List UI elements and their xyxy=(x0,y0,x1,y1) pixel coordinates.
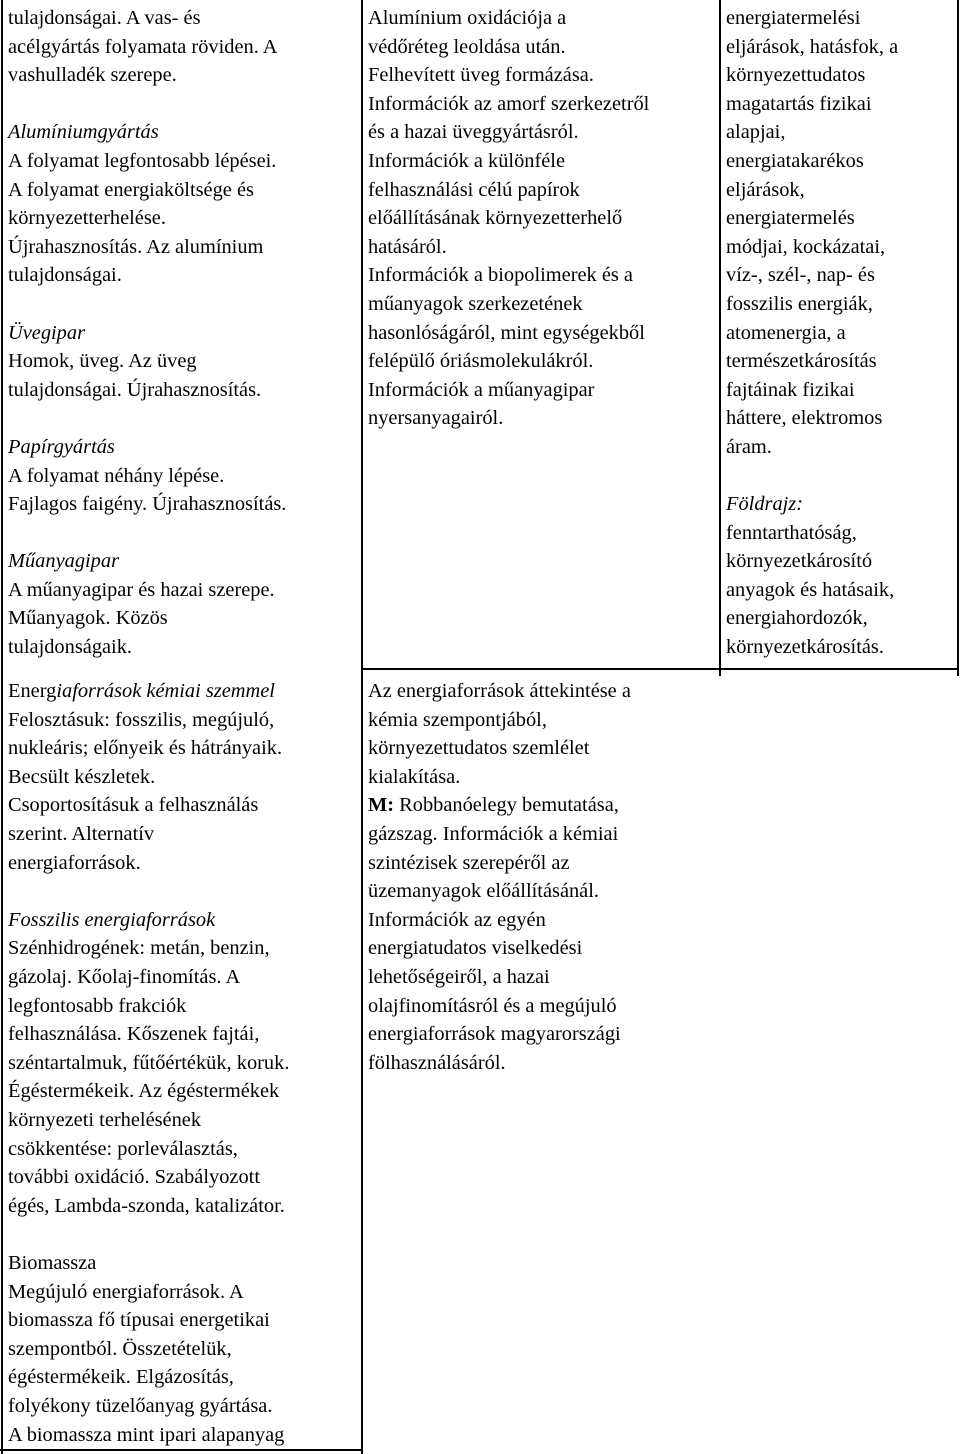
text-line: környezettudatos szemlélet xyxy=(368,737,590,760)
text-line: acélgyártás folyamata röviden. A xyxy=(8,35,278,58)
section-heading-fossil: Fosszilis energiaforrások xyxy=(8,908,216,931)
text-line: Felhevített üveg formázása. xyxy=(368,64,594,87)
text-line: atomenergia, a xyxy=(726,321,846,344)
text-line: energiaforrások magyarországi xyxy=(368,1023,621,1046)
text-line: tulajdonságaik. xyxy=(8,636,133,659)
text-line: biomassza fő típusai energetikai xyxy=(8,1309,270,1332)
text-line: előállításának környezetterhelő xyxy=(368,207,623,230)
text-line: vashulladék szerepe. xyxy=(8,64,177,87)
text-line: környezetterhelése. xyxy=(8,207,166,230)
text-line: felhasználása. Kőszenek fajtái, xyxy=(8,1023,260,1046)
text-line: fosszilis energiák, xyxy=(726,292,873,315)
text-line: A folyamat néhány lépése. xyxy=(8,464,225,487)
text-line: Homok, üveg. Az üveg xyxy=(8,350,197,373)
col1-block-energy xyxy=(8,677,353,1220)
table-border-col2-col3 xyxy=(719,0,721,676)
text-line: Csoportosításuk a felhasználás xyxy=(8,794,259,817)
text-line: felhasználási célú papírok xyxy=(368,178,580,201)
text-span: Robbanóelegy bemutatása, xyxy=(394,794,619,817)
text-line: környezettudatos xyxy=(726,64,866,87)
text-line: eljárások, hatásfok, a xyxy=(726,35,899,58)
text-line: Műanyagok. Közös xyxy=(8,607,168,630)
text-line: energiahordozók, xyxy=(726,607,868,630)
text-line: eljárások, xyxy=(726,178,805,201)
text-line: gázolaj. Kőolaj-finomítás. A xyxy=(8,965,241,988)
text-line: természetkárosítás xyxy=(726,350,877,373)
text-line: A műanyagipar és hazai szerepe. xyxy=(8,578,275,601)
text-line: égés, Lambda-szonda, katalizátor. xyxy=(8,1194,285,1217)
text-line: Információk a biopolimerek és a xyxy=(368,264,633,287)
text-line: nyersanyagairól. xyxy=(368,407,504,430)
heading-italic-part: iaforrások kémiai szemmel xyxy=(56,680,275,702)
text-line: széntartalmuk, fűtőértékük, koruk. xyxy=(8,1051,290,1074)
text-line: Az energiaforrások áttekintése a xyxy=(368,680,631,702)
text-line xyxy=(368,791,713,820)
col2-block-energy-overview xyxy=(368,677,713,1077)
text-line: energiatermelési xyxy=(726,7,861,29)
text-line: olajfinomításról és a megújuló xyxy=(368,994,617,1017)
text-line: energiatakarékos xyxy=(726,149,864,172)
text-line: szempontból. Összetételük, xyxy=(8,1337,232,1360)
text-line: lehetőségeiről, a hazai xyxy=(368,965,550,988)
text-line: A biomassza mint ipari alapanyag xyxy=(8,1423,285,1446)
text-line: alapjai, xyxy=(726,121,786,144)
text-line: és a hazai üveggyártásról. xyxy=(368,121,579,144)
text-line: A folyamat legfontosabb lépései. xyxy=(8,149,277,172)
text-line: kialakítása. xyxy=(368,765,461,788)
text-line: Égéstermékeik. Az égéstermékek xyxy=(8,1080,280,1103)
text-line: Becsült készletek. xyxy=(8,765,156,788)
text-line: áram. xyxy=(726,435,772,458)
text-line: védőréteg leoldása után. xyxy=(368,35,566,58)
table-bottom-border xyxy=(0,1449,363,1451)
text-line: Információk a műanyagipar xyxy=(368,378,595,401)
col1-block-biomass xyxy=(8,1249,353,1449)
text-line: Információk a különféle xyxy=(368,149,566,172)
text-line: energiaforrások. xyxy=(8,851,141,874)
section-heading-glass: Üvegipar xyxy=(8,321,86,344)
text-line: szintézisek szerepéről az xyxy=(368,851,570,874)
section-heading-paper: Papírgyártás xyxy=(8,435,115,458)
text-line: fölhasználásáról. xyxy=(368,1051,506,1074)
text-line: Újrahasznosítás. Az alumínium xyxy=(8,235,264,258)
text-line: energiatudatos viselkedési xyxy=(368,937,583,960)
text-line: A folyamat energiaköltsége és xyxy=(8,178,254,201)
text-line: műanyagok szerkezetének xyxy=(368,292,583,315)
text-line: hasonlóságáról, mint egységekből xyxy=(368,321,645,344)
text-line: anyagok és hatásaik, xyxy=(726,578,895,601)
col2-block-activities xyxy=(368,4,713,433)
text-line: Megújuló energiaforrások. A xyxy=(8,1280,244,1303)
text-line: legfontosabb frakciók xyxy=(8,994,187,1017)
table-border-left-col1 xyxy=(1,0,3,1454)
section-heading-geography: Földrajz: xyxy=(726,493,804,516)
text-line: fenntarthatóság, xyxy=(726,521,857,544)
section-heading-biomass: Biomassza xyxy=(8,1252,97,1274)
demo-marker: M: xyxy=(368,794,395,817)
text-line: gázszag. Információk a kémiai xyxy=(368,822,619,845)
text-line: környezetkárosítás. xyxy=(726,636,884,659)
text-line: víz-, szél-, nap- és xyxy=(726,264,875,287)
table-border-right xyxy=(957,0,959,676)
text-line: környezetkárosító xyxy=(726,550,873,573)
text-line: energiatermelés xyxy=(726,207,855,230)
text-line: csökkentése: porleválasztás, xyxy=(8,1137,238,1160)
text-line: magatartás fizikai xyxy=(726,92,872,115)
text-line: Alumínium oxidációja a xyxy=(368,7,567,29)
col3-block-connections xyxy=(726,4,954,662)
text-line: szerint. Alternatív xyxy=(8,822,155,845)
text-line: nukleáris; előnyeik és hátrányaik. xyxy=(8,737,283,760)
text-line: Szénhidrogének: metán, benzin, xyxy=(8,937,270,960)
text-line: módjai, kockázatai, xyxy=(726,235,886,258)
text-line: felépülő óriásmolekulákról. xyxy=(368,350,594,373)
heading-plain-part: Energ xyxy=(8,680,57,702)
table-border-col1-col2 xyxy=(361,0,363,1454)
text-line: tulajdonságai. A vas- és xyxy=(8,7,201,29)
text-line: Fajlagos faigény. Újrahasznosítás. xyxy=(8,493,287,516)
text-line: további oxidáció. Szabályozott xyxy=(8,1166,260,1189)
text-line: tulajdonságai. xyxy=(8,264,122,287)
text-line: fajtáinak fizikai xyxy=(726,378,855,401)
text-line: égéstermékeik. Elgázosítás, xyxy=(8,1366,234,1389)
text-line: Információk az egyén xyxy=(368,908,546,931)
section-heading-energy xyxy=(8,677,353,706)
text-line: kémia szempontjából, xyxy=(368,708,547,731)
text-line: Felosztásuk: fosszilis, megújuló, xyxy=(8,708,275,731)
text-line: Információk az amorf szerkezetről xyxy=(368,92,650,115)
text-line: környezeti terhelésének xyxy=(8,1108,202,1131)
col1-block-industry xyxy=(8,4,353,662)
text-line: tulajdonságai. Újrahasznosítás. xyxy=(8,378,262,401)
table-row-divider xyxy=(361,668,959,670)
text-line: háttere, elektromos xyxy=(726,407,883,430)
text-line: hatásáról. xyxy=(368,235,447,258)
text-line: folyékony tüzelőanyag gyártása. xyxy=(8,1394,273,1417)
section-heading-aluminium: Alumíniumgyártás xyxy=(8,121,159,144)
section-heading-plastic: Műanyagipar xyxy=(8,550,120,573)
text-line: üzemanyagok előállításánál. xyxy=(368,880,599,903)
